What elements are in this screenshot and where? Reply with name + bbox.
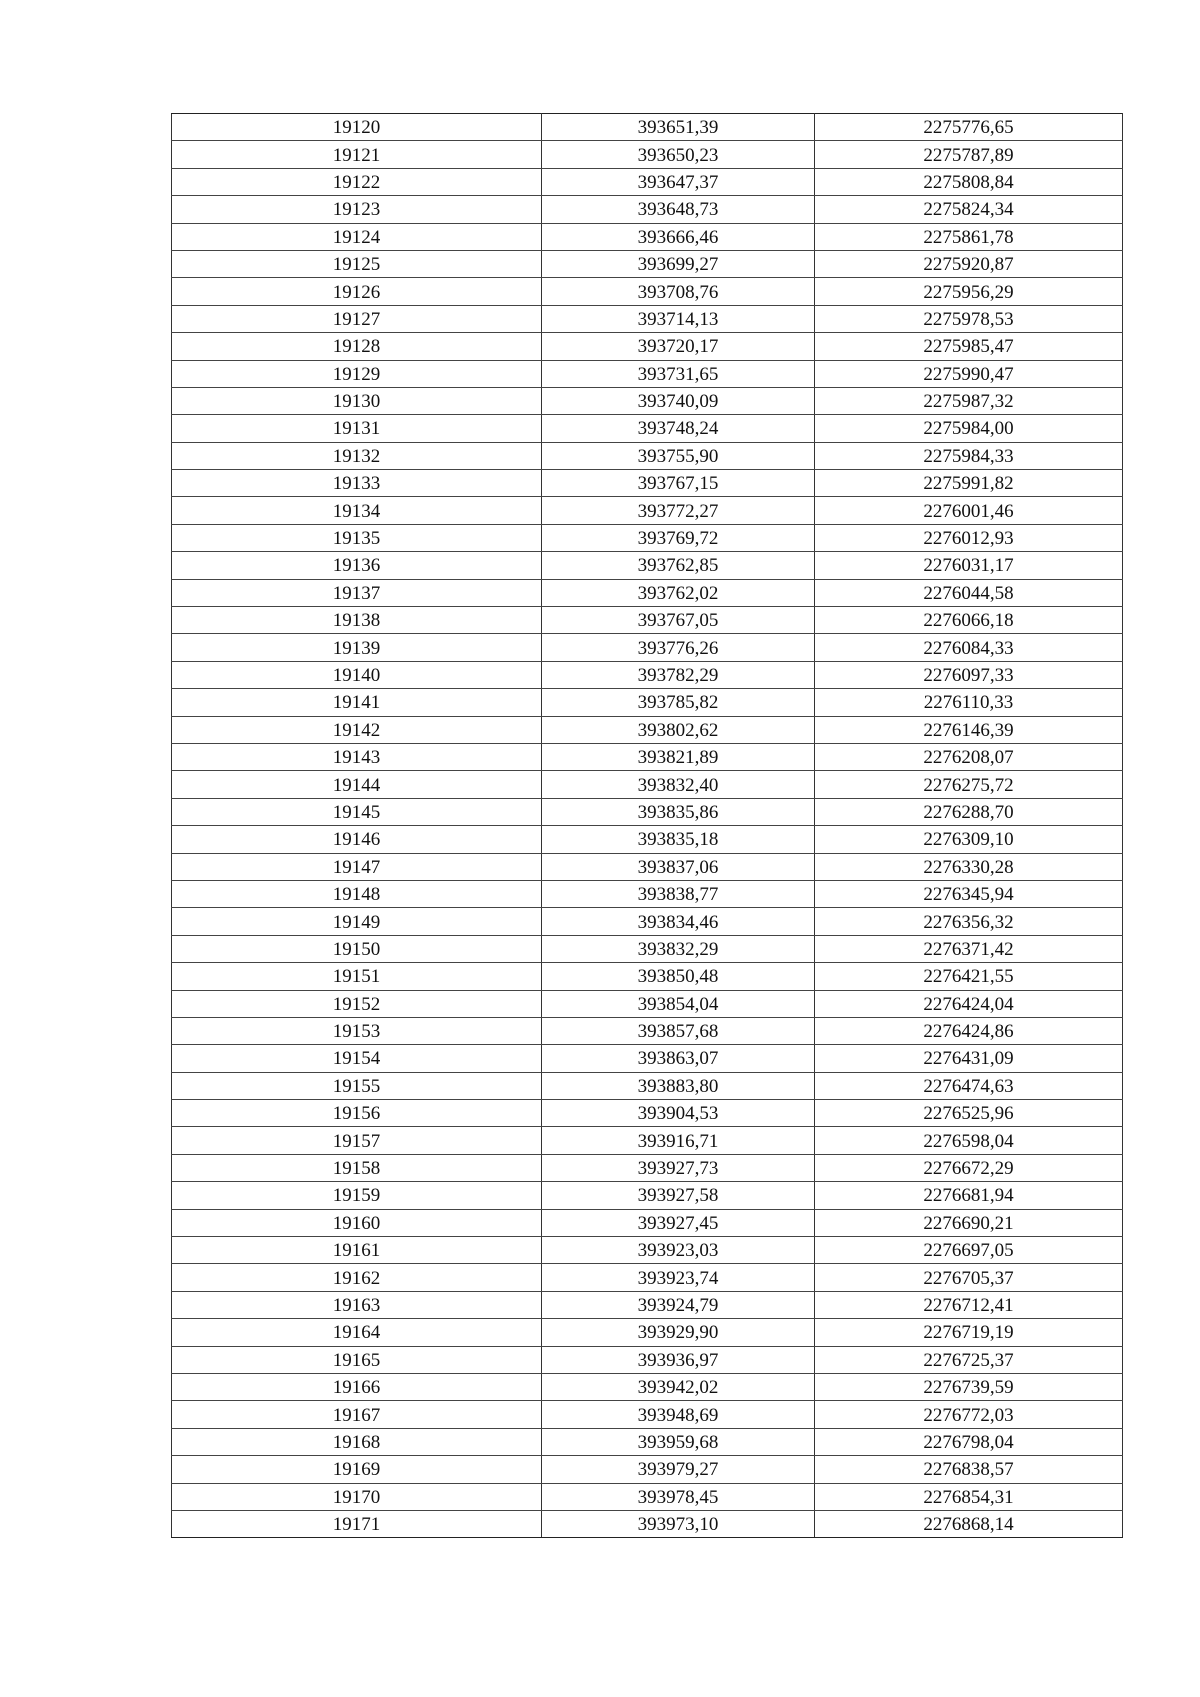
x-coordinate-cell: 393772,27 [542,497,815,524]
point-number-cell: 19142 [172,716,542,743]
y-coordinate-cell: 2276739,59 [815,1373,1123,1400]
y-coordinate-cell: 2276208,07 [815,743,1123,770]
y-coordinate-cell: 2276705,37 [815,1264,1123,1291]
x-coordinate-cell: 393927,73 [542,1154,815,1181]
x-coordinate-cell: 393714,13 [542,305,815,332]
table-row [172,689,1123,716]
table-row [172,880,1123,907]
x-coordinate-cell: 393973,10 [542,1510,815,1537]
table-row [172,1154,1123,1181]
point-number-cell: 19120 [172,114,542,141]
table-row [172,1182,1123,1209]
point-number-cell: 19129 [172,360,542,387]
y-coordinate-cell: 2276672,29 [815,1154,1123,1181]
table-row [172,333,1123,360]
point-number-cell: 19150 [172,935,542,962]
point-number-cell: 19124 [172,223,542,250]
y-coordinate-cell: 2276681,94 [815,1182,1123,1209]
x-coordinate-cell: 393904,53 [542,1100,815,1127]
table-row [172,1127,1123,1154]
point-number-cell: 19154 [172,1045,542,1072]
point-number-cell: 19123 [172,196,542,223]
y-coordinate-cell: 2276525,96 [815,1100,1123,1127]
x-coordinate-cell: 393767,05 [542,607,815,634]
point-number-cell: 19133 [172,470,542,497]
point-number-cell: 19168 [172,1428,542,1455]
y-coordinate-cell: 2276431,09 [815,1045,1123,1072]
x-coordinate-cell: 393832,29 [542,935,815,962]
x-coordinate-cell: 393857,68 [542,1017,815,1044]
y-coordinate-cell: 2276725,37 [815,1346,1123,1373]
y-coordinate-cell: 2276044,58 [815,579,1123,606]
table-row [172,278,1123,305]
point-number-cell: 19136 [172,552,542,579]
y-coordinate-cell: 2276309,10 [815,826,1123,853]
x-coordinate-cell: 393762,85 [542,552,815,579]
coordinates-table [171,113,1123,1538]
y-coordinate-cell: 2276598,04 [815,1127,1123,1154]
x-coordinate-cell: 393854,04 [542,990,815,1017]
table-row [172,1072,1123,1099]
x-coordinate-cell: 393720,17 [542,333,815,360]
point-number-cell: 19160 [172,1209,542,1236]
table-row [172,141,1123,168]
x-coordinate-cell: 393948,69 [542,1401,815,1428]
point-number-cell: 19157 [172,1127,542,1154]
point-number-cell: 19155 [172,1072,542,1099]
point-number-cell: 19153 [172,1017,542,1044]
y-coordinate-cell: 2276854,31 [815,1483,1123,1510]
point-number-cell: 19165 [172,1346,542,1373]
y-coordinate-cell: 2276146,39 [815,716,1123,743]
table-row [172,442,1123,469]
x-coordinate-cell: 393927,45 [542,1209,815,1236]
y-coordinate-cell: 2276772,03 [815,1401,1123,1428]
y-coordinate-cell: 2276330,28 [815,853,1123,880]
table-row [172,1510,1123,1537]
x-coordinate-cell: 393731,65 [542,360,815,387]
point-number-cell: 19167 [172,1401,542,1428]
table-row [172,1209,1123,1236]
point-number-cell: 19152 [172,990,542,1017]
x-coordinate-cell: 393782,29 [542,661,815,688]
point-number-cell: 19158 [172,1154,542,1181]
y-coordinate-cell: 2276288,70 [815,798,1123,825]
point-number-cell: 19122 [172,168,542,195]
point-number-cell: 19125 [172,250,542,277]
table-row [172,1456,1123,1483]
y-coordinate-cell: 2276001,46 [815,497,1123,524]
x-coordinate-cell: 393648,73 [542,196,815,223]
x-coordinate-cell: 393740,09 [542,387,815,414]
table-row [172,1346,1123,1373]
x-coordinate-cell: 393850,48 [542,963,815,990]
table-row [172,634,1123,661]
x-coordinate-cell: 393883,80 [542,1072,815,1099]
table-row [172,1017,1123,1044]
table-row [172,1483,1123,1510]
table-row [172,196,1123,223]
table-row [172,579,1123,606]
table-row [172,661,1123,688]
point-number-cell: 19130 [172,387,542,414]
table-row [172,1264,1123,1291]
x-coordinate-cell: 393923,03 [542,1237,815,1264]
x-coordinate-cell: 393821,89 [542,743,815,770]
x-coordinate-cell: 393837,06 [542,853,815,880]
y-coordinate-cell: 2275984,33 [815,442,1123,469]
x-coordinate-cell: 393936,97 [542,1346,815,1373]
point-number-cell: 19148 [172,880,542,907]
x-coordinate-cell: 393927,58 [542,1182,815,1209]
y-coordinate-cell: 2276066,18 [815,607,1123,634]
x-coordinate-cell: 393769,72 [542,524,815,551]
x-coordinate-cell: 393835,86 [542,798,815,825]
point-number-cell: 19135 [172,524,542,551]
point-number-cell: 19171 [172,1510,542,1537]
x-coordinate-cell: 393929,90 [542,1319,815,1346]
table-row [172,963,1123,990]
table-row [172,1237,1123,1264]
x-coordinate-cell: 393978,45 [542,1483,815,1510]
y-coordinate-cell: 2275776,65 [815,114,1123,141]
y-coordinate-cell: 2275920,87 [815,250,1123,277]
point-number-cell: 19166 [172,1373,542,1400]
point-number-cell: 19143 [172,743,542,770]
x-coordinate-cell: 393832,40 [542,771,815,798]
point-number-cell: 19147 [172,853,542,880]
point-number-cell: 19159 [172,1182,542,1209]
y-coordinate-cell: 2275987,32 [815,387,1123,414]
x-coordinate-cell: 393748,24 [542,415,815,442]
y-coordinate-cell: 2276421,55 [815,963,1123,990]
y-coordinate-cell: 2275808,84 [815,168,1123,195]
point-number-cell: 19149 [172,908,542,935]
y-coordinate-cell: 2276712,41 [815,1291,1123,1318]
coordinates-table-body [172,114,1123,1538]
y-coordinate-cell: 2275978,53 [815,305,1123,332]
x-coordinate-cell: 393916,71 [542,1127,815,1154]
table-row [172,524,1123,551]
x-coordinate-cell: 393923,74 [542,1264,815,1291]
table-row [172,497,1123,524]
table-row [172,798,1123,825]
y-coordinate-cell: 2275787,89 [815,141,1123,168]
x-coordinate-cell: 393666,46 [542,223,815,250]
point-number-cell: 19144 [172,771,542,798]
table-row [172,1401,1123,1428]
table-row [172,853,1123,880]
point-number-cell: 19146 [172,826,542,853]
x-coordinate-cell: 393762,02 [542,579,815,606]
x-coordinate-cell: 393802,62 [542,716,815,743]
table-row [172,223,1123,250]
y-coordinate-cell: 2275861,78 [815,223,1123,250]
y-coordinate-cell: 2276690,21 [815,1209,1123,1236]
table-row [172,990,1123,1017]
x-coordinate-cell: 393767,15 [542,470,815,497]
point-number-cell: 19139 [172,634,542,661]
x-coordinate-cell: 393838,77 [542,880,815,907]
table-row [172,470,1123,497]
point-number-cell: 19132 [172,442,542,469]
y-coordinate-cell: 2275824,34 [815,196,1123,223]
table-row [172,360,1123,387]
point-number-cell: 19162 [172,1264,542,1291]
point-number-cell: 19151 [172,963,542,990]
y-coordinate-cell: 2276345,94 [815,880,1123,907]
y-coordinate-cell: 2276097,33 [815,661,1123,688]
y-coordinate-cell: 2276838,57 [815,1456,1123,1483]
point-number-cell: 19141 [172,689,542,716]
table-row [172,607,1123,634]
y-coordinate-cell: 2276719,19 [815,1319,1123,1346]
table-row [172,1373,1123,1400]
point-number-cell: 19140 [172,661,542,688]
point-number-cell: 19170 [172,1483,542,1510]
x-coordinate-cell: 393959,68 [542,1428,815,1455]
x-coordinate-cell: 393755,90 [542,442,815,469]
table-row [172,826,1123,853]
x-coordinate-cell: 393924,79 [542,1291,815,1318]
y-coordinate-cell: 2275984,00 [815,415,1123,442]
point-number-cell: 19138 [172,607,542,634]
table-row [172,305,1123,332]
x-coordinate-cell: 393835,18 [542,826,815,853]
point-number-cell: 19121 [172,141,542,168]
y-coordinate-cell: 2275990,47 [815,360,1123,387]
y-coordinate-cell: 2276474,63 [815,1072,1123,1099]
y-coordinate-cell: 2276110,33 [815,689,1123,716]
table-row [172,552,1123,579]
y-coordinate-cell: 2276798,04 [815,1428,1123,1455]
table-row [172,1045,1123,1072]
table-row [172,1291,1123,1318]
table-row [172,387,1123,414]
x-coordinate-cell: 393647,37 [542,168,815,195]
table-row [172,250,1123,277]
x-coordinate-cell: 393979,27 [542,1456,815,1483]
x-coordinate-cell: 393776,26 [542,634,815,661]
x-coordinate-cell: 393650,23 [542,141,815,168]
table-row [172,1428,1123,1455]
point-number-cell: 19156 [172,1100,542,1127]
x-coordinate-cell: 393785,82 [542,689,815,716]
table-row [172,415,1123,442]
table-row [172,1319,1123,1346]
table-row [172,935,1123,962]
table-row [172,1100,1123,1127]
table-row [172,908,1123,935]
x-coordinate-cell: 393834,46 [542,908,815,935]
y-coordinate-cell: 2276371,42 [815,935,1123,962]
table-row [172,716,1123,743]
y-coordinate-cell: 2276424,86 [815,1017,1123,1044]
point-number-cell: 19161 [172,1237,542,1264]
x-coordinate-cell: 393699,27 [542,250,815,277]
point-number-cell: 19145 [172,798,542,825]
table-row [172,114,1123,141]
table-row [172,168,1123,195]
y-coordinate-cell: 2276084,33 [815,634,1123,661]
y-coordinate-cell: 2276697,05 [815,1237,1123,1264]
point-number-cell: 19137 [172,579,542,606]
table-row [172,743,1123,770]
y-coordinate-cell: 2275985,47 [815,333,1123,360]
point-number-cell: 19164 [172,1319,542,1346]
y-coordinate-cell: 2276356,32 [815,908,1123,935]
y-coordinate-cell: 2275956,29 [815,278,1123,305]
point-number-cell: 19163 [172,1291,542,1318]
x-coordinate-cell: 393863,07 [542,1045,815,1072]
x-coordinate-cell: 393708,76 [542,278,815,305]
point-number-cell: 19131 [172,415,542,442]
point-number-cell: 19128 [172,333,542,360]
y-coordinate-cell: 2276868,14 [815,1510,1123,1537]
x-coordinate-cell: 393651,39 [542,114,815,141]
point-number-cell: 19127 [172,305,542,332]
y-coordinate-cell: 2276012,93 [815,524,1123,551]
y-coordinate-cell: 2275991,82 [815,470,1123,497]
point-number-cell: 19169 [172,1456,542,1483]
y-coordinate-cell: 2276424,04 [815,990,1123,1017]
y-coordinate-cell: 2276275,72 [815,771,1123,798]
x-coordinate-cell: 393942,02 [542,1373,815,1400]
point-number-cell: 19134 [172,497,542,524]
y-coordinate-cell: 2276031,17 [815,552,1123,579]
point-number-cell: 19126 [172,278,542,305]
table-row [172,771,1123,798]
